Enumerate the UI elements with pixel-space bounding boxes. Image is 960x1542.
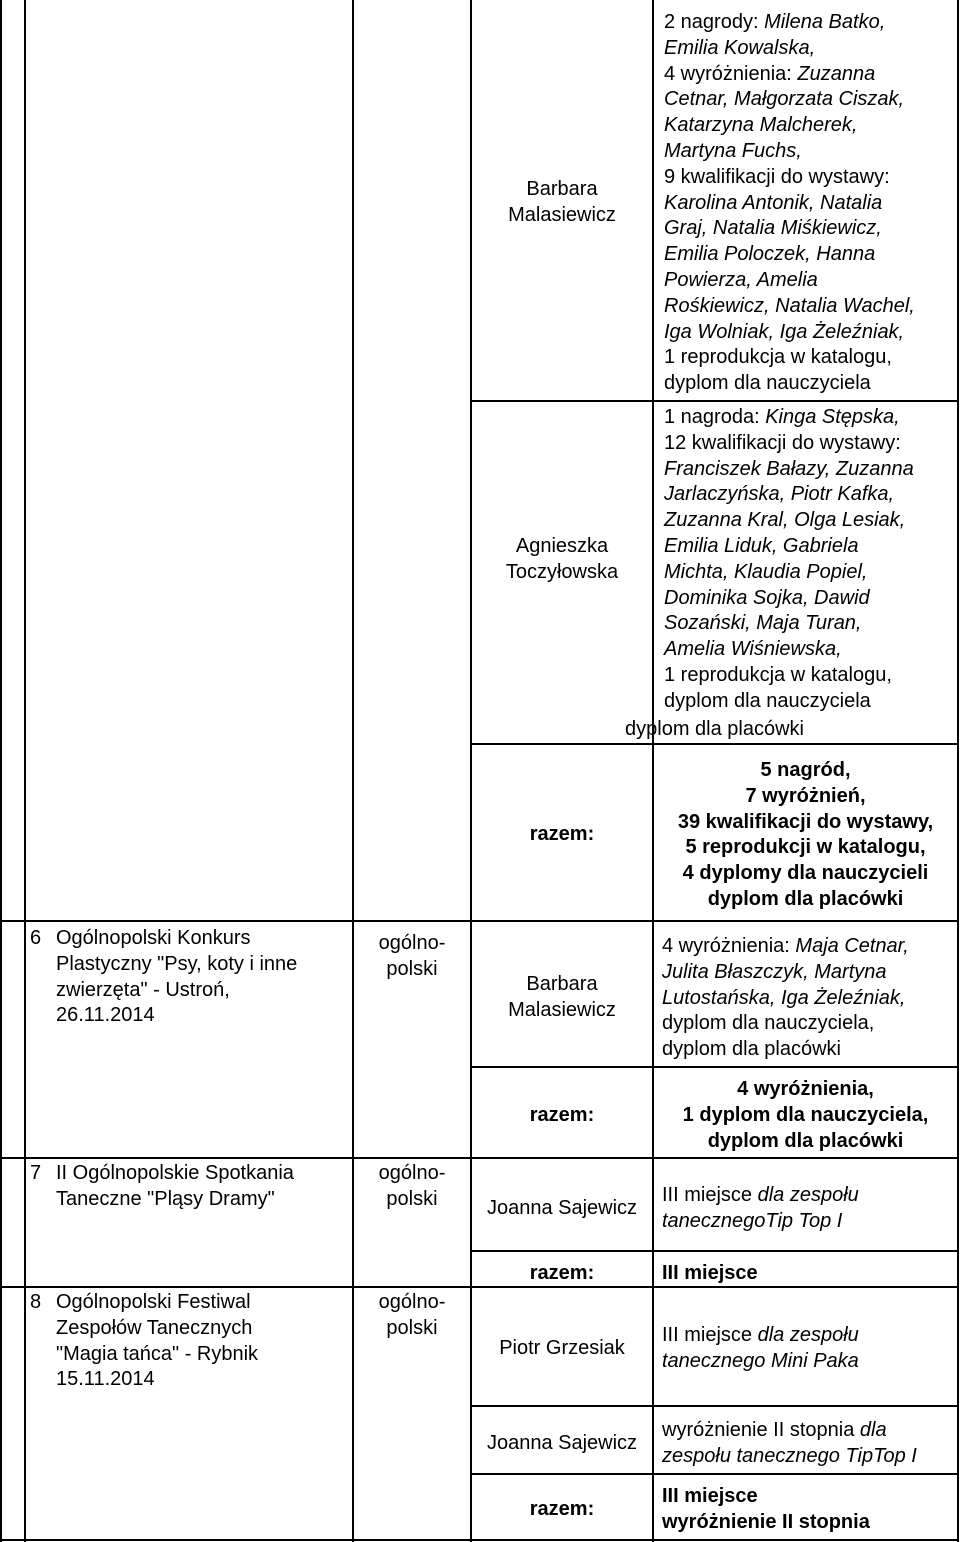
row-line-h xyxy=(470,1405,959,1407)
result-line: Sozański, Maja Turan, xyxy=(664,612,862,635)
teacher-cell: Joanna Sajewicz xyxy=(486,1197,638,1219)
result-line: Amelia Wiśniewska, xyxy=(664,638,842,661)
result-line: Powierza, Amelia xyxy=(664,268,818,291)
row-line-i xyxy=(470,1473,959,1475)
total-cell: III miejsce xyxy=(662,1262,758,1284)
table-border-bottom xyxy=(0,1539,959,1541)
result-line: Martyna Fuchs, xyxy=(664,139,802,162)
result-line: 2 nagrody: Milena Batko, xyxy=(664,11,886,33)
result-cell: wyróżnienie II stopnia dla zespołu tanecznego TipTop I xyxy=(662,1419,917,1467)
total-cell: III miejsce wyróżnienie II stopnia xyxy=(662,1485,870,1533)
contest-name: II Ogólnopolskie Spotkania Taneczne "Pląsy Dramy" xyxy=(56,1162,294,1210)
row-line-d xyxy=(470,1066,959,1068)
result-cell xyxy=(664,10,954,397)
result-line: dyplom dla nauczyciela xyxy=(664,372,871,395)
result-cell xyxy=(664,405,954,715)
result-cell: III miejsce dla zespołu tanecznegoTip Top I xyxy=(662,1184,859,1232)
result-line: Dominika Sojka, Dawid xyxy=(664,586,870,609)
result-line: Katarzyna Malcherek, xyxy=(664,114,858,137)
row-line-e xyxy=(0,1157,959,1159)
contest-scope: ogólno- polski xyxy=(378,932,446,980)
row-number: 8 xyxy=(30,1291,42,1313)
result-line: Cetnar, Małgorzata Ciszak, xyxy=(664,88,905,111)
result-line: dyplom dla placówki xyxy=(662,1038,841,1061)
row-line-b xyxy=(470,743,959,745)
result-line: 1 nagroda: Kinga Stępska, xyxy=(664,406,900,428)
result-line: dyplom dla nauczyciela xyxy=(664,689,871,712)
result-line: Emilia Liduk, Gabriela xyxy=(664,534,859,557)
teacher-cell: Barbara Malasiewicz xyxy=(508,973,616,1021)
result-line: Zuzanna Kral, Olga Lesiak, xyxy=(664,509,906,532)
result-line: 1 reprodukcja w katalogu, xyxy=(664,663,892,686)
row-line-c xyxy=(0,920,959,922)
teacher-cell: Piotr Grzesiak xyxy=(499,1337,625,1359)
col-divider-3 xyxy=(470,0,472,1542)
result-line: Lutostańska, Iga Żeleźniak, xyxy=(662,986,906,1009)
contest-name: Ogólnopolski Konkurs Plastyczny "Psy, koty i inne zwierzęta" - Ustroń, 26.11.2014 xyxy=(56,927,298,1027)
row-line-a xyxy=(470,400,959,402)
row-number: 7 xyxy=(30,1162,42,1184)
result-line: 9 kwalifikacji do wystawy: xyxy=(664,165,890,188)
teacher-cell: Agnieszka Toczyłowska xyxy=(505,535,619,583)
total-cell: 5 nagród, 7 wyróżnień, 39 kwalifikacji do wystawy, 5 reprodukcji w katalogu, 4 dyplomy dla nauczycieli dyplom dla placówki xyxy=(677,759,934,910)
result-line: dyplom dla nauczyciela, xyxy=(662,1012,875,1035)
result-line: Emilia Poloczek, Hanna xyxy=(664,243,876,266)
total-label: razem: xyxy=(529,823,595,845)
result-line: Julita Błaszczyk, Martyna xyxy=(662,960,887,983)
result-line: 1 reprodukcja w katalogu, xyxy=(664,346,892,369)
result-line: Karolina Antonik, Natalia xyxy=(664,191,883,214)
result-line: Emilia Kowalska, xyxy=(664,36,816,59)
result-line: Jarlaczyńska, Piotr Kafka, xyxy=(664,483,895,506)
total-cell: 4 wyróżnienia, 1 dyplom dla nauczyciela, dyplom dla placówki xyxy=(682,1078,929,1152)
row-number: 6 xyxy=(30,927,42,949)
result-line: 4 wyróżnienia: Zuzanna xyxy=(664,62,876,85)
teacher-cell: Joanna Sajewicz xyxy=(486,1432,638,1454)
school-diploma: dyplom dla placówki xyxy=(625,718,804,740)
result-line: Graj, Natalia Miśkiewicz, xyxy=(664,217,882,240)
contest-scope: ogólno- polski xyxy=(378,1291,446,1339)
result-cell: III miejsce dla zespołu tanecznego Mini Paka xyxy=(662,1324,859,1372)
result-line: Rośkiewicz, Natalia Wachel, xyxy=(664,294,915,317)
result-cell xyxy=(662,934,954,1063)
total-label: razem: xyxy=(529,1104,595,1126)
table-border-right xyxy=(957,0,959,1542)
total-label: razem: xyxy=(529,1498,595,1520)
result-line: Franciszek Bałazy, Zuzanna xyxy=(664,457,914,480)
row-line-f xyxy=(470,1250,959,1252)
total-label: razem: xyxy=(529,1262,595,1284)
table-border-left xyxy=(0,0,2,1542)
result-line: Iga Wolniak, Iga Żeleźniak, xyxy=(664,320,905,343)
result-line: 12 kwalifikacji do wystawy: xyxy=(664,431,901,454)
result-line: Michta, Klaudia Popiel, xyxy=(664,560,868,583)
contest-scope: ogólno- polski xyxy=(378,1162,446,1210)
teacher-cell: Barbara Malasiewicz xyxy=(508,178,616,226)
result-line: 4 wyróżnienia: Maja Cetnar, xyxy=(662,935,909,957)
contest-name: Ogólnopolski Festiwal Zespołów Tanecznych "Magia tańca" - Rybnik 15.11.2014 xyxy=(56,1291,259,1391)
col-divider-1 xyxy=(24,0,26,1542)
